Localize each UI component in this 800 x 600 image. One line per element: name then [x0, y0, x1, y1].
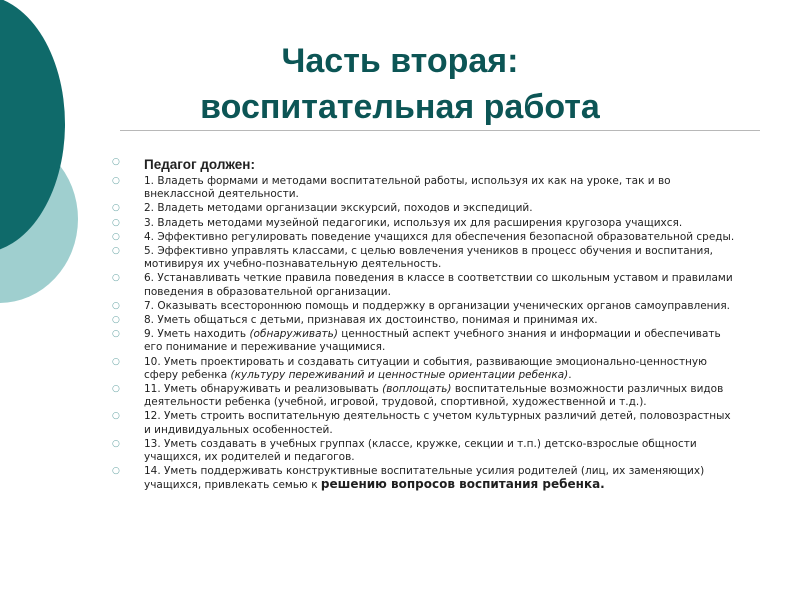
item-emphasis: (культуру переживаний и ценностные ориентации ребенка) — [230, 368, 569, 381]
list-item — [112, 356, 740, 382]
bullet-icon: ○ — [112, 157, 120, 167]
bullet-icon: ○ — [112, 411, 120, 422]
list-item — [112, 383, 740, 409]
heading-colon: : — [250, 157, 255, 172]
list-item — [112, 300, 740, 313]
list-item — [112, 231, 740, 244]
item-text: 6. Устанавливать четкие правила поведения в классе в соответствии со школьным уставом и правилами поведения в образовательной организации. — [144, 272, 733, 298]
list-item — [112, 217, 740, 230]
list-item — [112, 328, 740, 354]
bullet-icon: ○ — [112, 176, 120, 186]
item-text: 12. Уметь строить воспитательную деятельность с учетом культурных различий детей, половозрастных и индивидуальных особенностей. — [144, 410, 731, 436]
bullet-icon: ○ — [112, 315, 120, 326]
item-text: 14. Уметь поддерживать конструктивные воспитательные усилия родителей (лиц, их заменяющих) учащихся, привлекать семью к — [144, 465, 705, 492]
item-text: 8. Уметь общаться с детьми, признавая их достоинство, понимая и принимая их. — [144, 314, 598, 327]
slide-title — [150, 38, 650, 130]
item-text: 2. Владеть методами организации экскурсий, походов и экспедиций. — [144, 202, 533, 215]
title-divider — [120, 130, 760, 131]
list-item — [112, 438, 740, 464]
list-item — [112, 314, 740, 327]
slide-body — [112, 156, 740, 494]
list-item-heading — [112, 156, 740, 174]
item-text: ценностный аспект учебного знания и информации и обеспечивать его понимание и переживание учащимися. — [144, 328, 721, 354]
item-text: 13. Уметь создавать в учебных группах (классе, кружке, секции и т.п.) детско-взрослые общности учащихся, их родителей и педагогов. — [144, 437, 697, 464]
item-emphasis: (обнаруживать) — [249, 328, 338, 341]
item-text: . — [568, 368, 572, 381]
item-emphasis: (воплощать) — [382, 383, 452, 396]
bullet-icon: ○ — [112, 300, 120, 311]
bullet-icon: ○ — [112, 438, 120, 449]
heading-text: Педагог должен — [144, 157, 251, 172]
item-text: 11. Уметь обнаруживать и реализовывать — [144, 383, 383, 396]
item-text: 7. Оказывать всестороннюю помощь и поддержку в организации ученических органов самоуправления. — [144, 299, 731, 312]
item-text: 3. Владеть методами музейной педагогики, используя их для расширения кругозора учащихся. — [144, 216, 683, 229]
item-text: 4. Эффективно регулировать поведение учащихся для обеспечения безопасной образовательной среды. — [144, 230, 735, 243]
slide-title-line2: воспитательная работа — [200, 88, 600, 126]
list-item — [112, 175, 740, 201]
item-text: воспитательные возможности различных видов деятельности ребенка (учебной, игровой, трудовой, спортивной, художественной и т.д.). — [144, 383, 724, 409]
bullet-icon: ○ — [112, 203, 120, 214]
bullet-icon: ○ — [112, 246, 120, 257]
item-text: 9. Уметь находить — [144, 328, 250, 341]
list-item — [112, 245, 740, 271]
list-item — [112, 202, 740, 215]
slide-title-line1: Часть вторая: — [281, 42, 519, 80]
list-item — [112, 410, 740, 436]
bullet-icon: ○ — [112, 217, 120, 228]
item-text: 5. Эффективно управлять классами, с целью вовлечения учеников в процесс обучения и воспитания, мотивируя их учебно-познавательную деятельность. — [144, 245, 713, 271]
bullet-icon: ○ — [112, 356, 120, 367]
item-emphasis: решению вопросов воспитания ребенка. — [320, 477, 605, 492]
list-item — [112, 272, 740, 298]
bullet-icon: ○ — [112, 329, 120, 340]
bullet-icon: ○ — [112, 466, 120, 477]
item-text: 10. Уметь проектировать и создавать ситуации и события, развивающие эмоционально-ценностную сферу ребенка — [144, 355, 707, 381]
bullet-icon: ○ — [112, 231, 120, 242]
bullet-icon: ○ — [112, 273, 120, 284]
bullet-icon: ○ — [112, 384, 120, 395]
list-item — [112, 465, 740, 492]
item-text: 1. Владеть формами и методами воспитательной работы, используя их как на уроке, так и во внеклассной деятельности. — [144, 175, 671, 201]
